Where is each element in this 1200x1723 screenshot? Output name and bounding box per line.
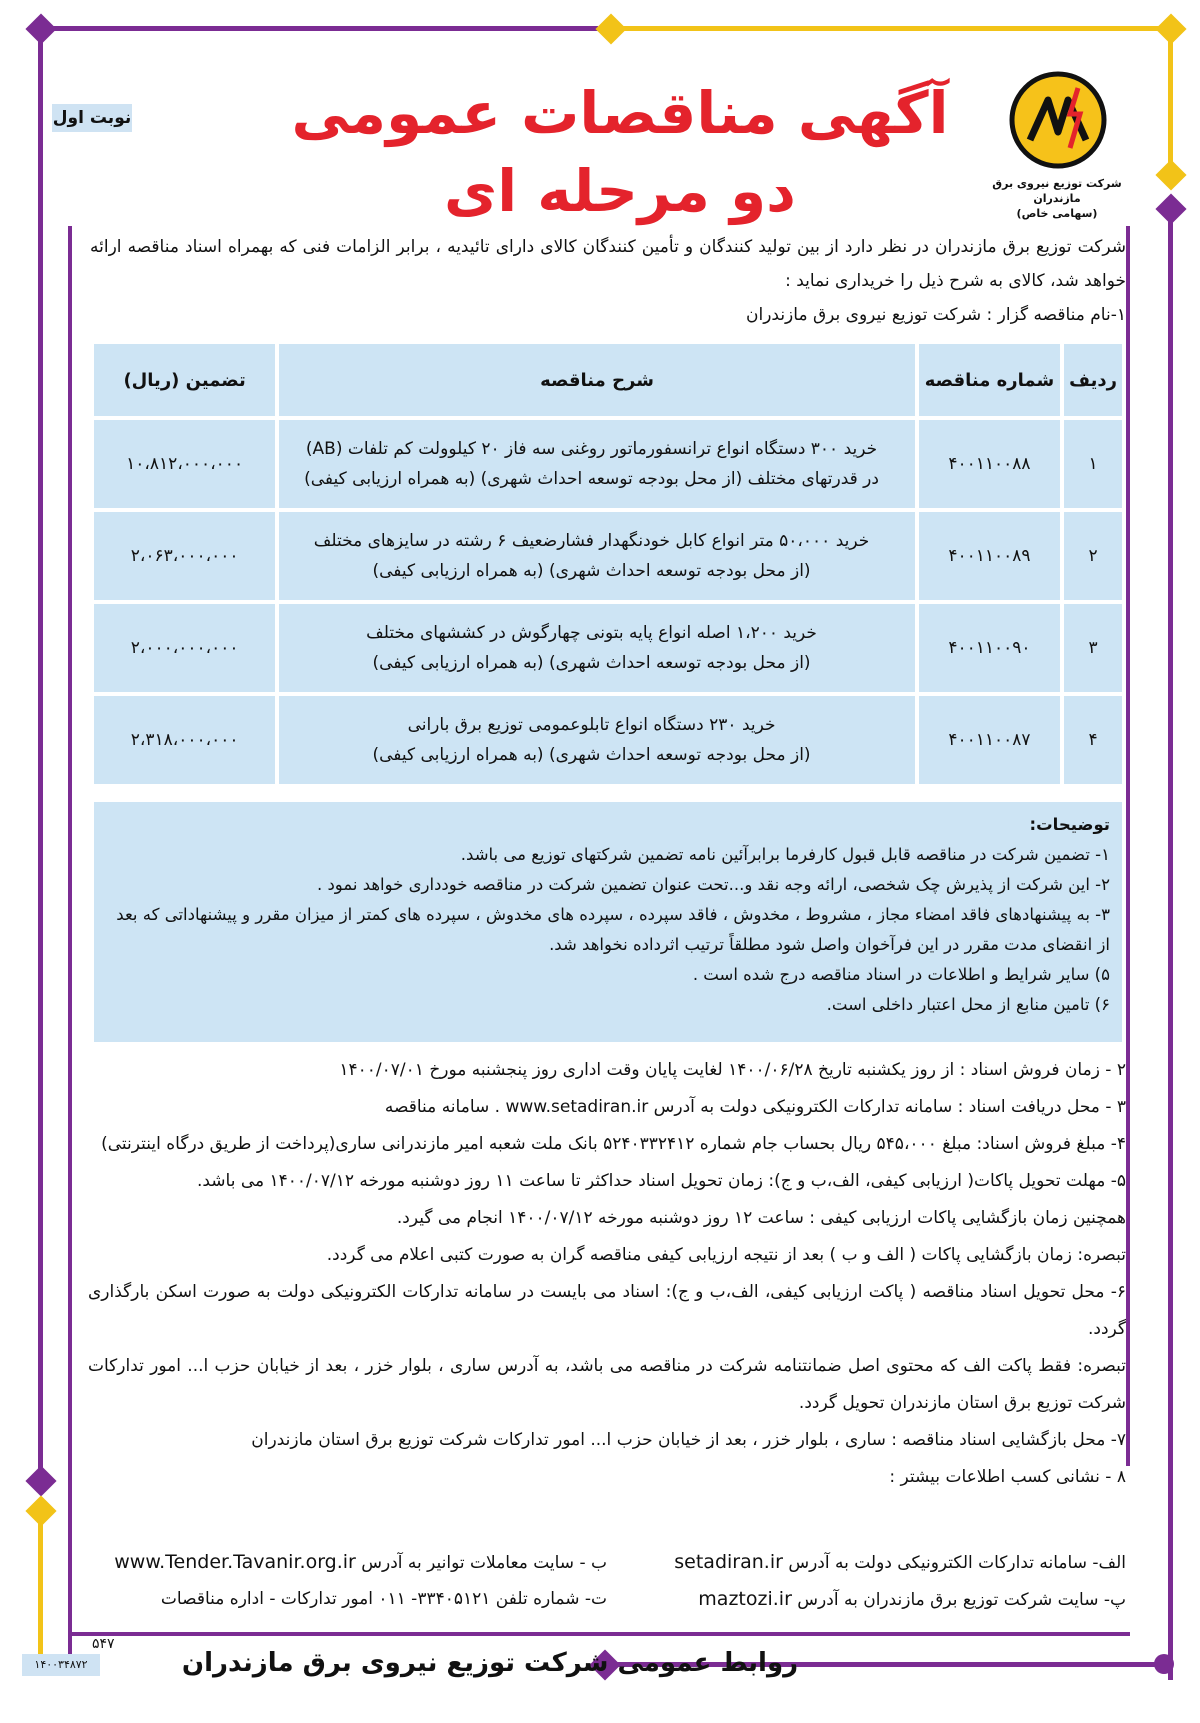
note-item: ۱- تضمین شرکت در مناقصه قابل قبول کارفرما برابرآئین نامه تضمین شرکتهای توزیع می باشد. [460,845,1110,864]
cell-guarantee: ۲،۰۶۳،۰۰۰،۰۰۰ [94,512,275,600]
detail-item: ۸ - نشانی کسب اطلاعات بیشتر : [889,1467,1126,1487]
company-name [982,176,1132,221]
cell-guarantee: ۱۰،۸۱۲،۰۰۰،۰۰۰ [94,420,275,508]
contact-phone: ت- شماره تلفن ۳۳۴۰۵۱۲۱- ۰۱۱ امور تدارکات - اداره مناقصات [160,1589,607,1609]
address-label: پ- سایت شرکت توزیع برق مازندران به آدرس [797,1590,1126,1610]
frame-diamond-yellow [595,13,626,44]
cell-guarantee: ۲،۳۱۸،۰۰۰،۰۰۰ [94,696,275,784]
tender-details [88,1052,1126,1496]
notes-box [94,802,1122,1042]
cell-tender-number: ۴۰۰۱۱۰۰۸۸ [919,420,1060,508]
description-line: خرید ۳۰۰ دستگاه انواع ترانسفورماتور روغنی سه فاز ۲۰ کیلوولت کم تلفات (AB) [305,439,878,459]
frame-diamond-yellow [25,1495,56,1526]
description-line: در قدرتهای مختلف (از محل بودجه توسعه احداث شهری) (به همراه ارزیابی کیفی) [304,469,879,489]
inner-frame-bottom [68,1632,1130,1636]
frame-corner-diamond [25,13,56,44]
frame-left-purple [38,26,43,1478]
cell-row-number: ۲ [1064,512,1122,600]
maztozi-link[interactable]: maztozi.ir [698,1588,792,1610]
company-name-line-2: (سهامی خاص) [1016,207,1098,220]
description-line: خرید ۵۰،۰۰۰ متر انواع کابل خودنگهدار فشارضعیف ۶ رشته در سایزهای مختلف [313,531,870,551]
description-line: (از محل بودجه توسعه احداث شهری) (به همراه ارزیابی کیفی) [372,561,811,581]
frame-right-purple [1168,210,1173,1680]
detail-item: ۷- محل بازگشایی اسناد مناقصه : ساری ، بلوار خزر ، بعد از خیابان حزب ا... امور تدارکات شرکت توزیع برق استان مازندران [251,1430,1126,1450]
notes-title: توضیحات: [1029,815,1110,834]
intro [90,230,1126,332]
table-row [94,604,1122,692]
header-description: شرح مناقصه [279,344,915,416]
address-setadiran [607,1544,1126,1581]
detail-item: ۳ - محل دریافت اسناد : سامانه تدارکات الکترونیکی دولت به آدرس www.setadiran.ir . سامانه مناقصه [384,1097,1126,1117]
frame-top-yellow [620,26,1172,31]
cell-description [279,512,915,600]
headline-line-2: دو مرحله ای [444,157,796,225]
cell-description [279,420,915,508]
note-item: ۲- این شرکت از پذیرش چک شخصی، ارائه وجه نقد و...تحت عنوان تضمین شرکت در مناقصه خودداری خواهد نمود . [316,875,1110,894]
table-row [94,512,1122,600]
address-maztozi [607,1581,1126,1618]
detail-item: همچنین زمان بازگشایی پاکات ارزیابی کیفی : ساعت ۱۲ روز دوشنبه مورخه ۱۴۰۰/۰۷/۱۲ انجام می گیرد. [396,1208,1126,1228]
note-item: ۳- به پیشنهادهای فاقد امضاء مجاز ، مشروط ، مخدوش ، فاقد سپرده ، سپرده های مخدوش ، سپرده های کمتر از میزان مقرر و پیشنهاداتی که بعد از انقضای مدت مقرر در این فرآخوان واصل شود مطلقاً ترتیب اثرداده نخواهد شد. [116,905,1110,954]
description-line: خرید ۱،۲۰۰ اصله انواع پایه بتونی چهارگوش در کششهای مختلف [366,623,817,643]
headline-line-1: آگهی مناقصات عمومی [291,79,949,147]
header-row-number: ردیف [1064,344,1122,416]
footer-public-relations: روابط عمومی شرکت توزیع نیروی برق مازندران [181,1648,799,1678]
table-row [94,420,1122,508]
page-number: ۵۴۷ [92,1636,115,1652]
address-row [88,1581,1126,1618]
table-row [94,696,1122,784]
cell-row-number: ۳ [1064,604,1122,692]
frame-diamond-purple [25,1465,56,1496]
address-tavanir [88,1544,607,1581]
contact-addresses [88,1544,1126,1618]
address-row [88,1544,1126,1581]
frame-dot-purple [1154,1654,1174,1674]
cell-guarantee: ۲،۰۰۰،۰۰۰،۰۰۰ [94,604,275,692]
table-header-row [94,344,1122,416]
detail-item: تبصره: زمان بازگشایی پاکات ( الف و ب ) بعد از نتیجه ارزیابی کیفی مناقصه گران به صورت کتبی اعلام می گردد. [326,1245,1126,1265]
ad-code: ۱۴۰۰۳۴۸۷۲ [22,1654,100,1676]
description-line: (از محل بودجه توسعه احداث شهری) (به همراه ارزیابی کیفی) [372,653,811,673]
frame-top-purple [38,26,598,31]
note-item: ۵) سایر شرایط و اطلاعات در اسناد مناقصه درج شده است . [692,965,1110,984]
tender-table [90,340,1126,788]
setadiran-link[interactable]: setadiran.ir [674,1551,783,1573]
detail-item: ۴- مبلغ فروش اسناد: مبلغ ۵۴۵،۰۰۰ ریال بحساب جام شماره ۵۲۴۰۳۳۲۴۱۲ بانک ملت شعبه امیر مازندرانی ساری(پرداخت از طریق درگاه اینترنتی) [101,1134,1126,1154]
detail-item: تبصره: فقط پاکت الف که محتوی اصل ضمانتنامه شرکت در مناقصه می باشد، به آدرس ساری ، بلوار خزر ، بعد از خیابان حزب ا... امور تدارکات شرکت توزیع برق استان مازندران تحویل گردد. [88,1356,1126,1413]
publication-badge: نوبت اول [52,104,132,132]
header-tender-number: شماره مناقصه [919,344,1060,416]
frame-diamond-yellow [1155,159,1186,190]
frame-corner-diamond [1155,13,1186,44]
inner-frame-right [1126,226,1130,1466]
description-line: خرید ۲۳۰ دستگاه انواع تابلوعمومی توزیع برق بارانی [407,715,776,735]
detail-item: ۵- مهلت تحویل پاکات( ارزیابی کیفی، الف،ب و ج): زمان تحویل اسناد حداکثر تا ساعت ۱۱ روز دوشنبه مورخه ۱۴۰۰/۰۷/۱۲ می باشد. [196,1171,1126,1191]
cell-row-number: ۴ [1064,696,1122,784]
cell-tender-number: ۴۰۰۱۱۰۰۹۰ [919,604,1060,692]
tavanir-tender-link[interactable]: www.Tender.Tavanir.org.ir [114,1551,356,1573]
cell-row-number: ۱ [1064,420,1122,508]
cell-description [279,604,915,692]
tender-organizer: ۱-نام مناقصه گزار : شرکت توزیع نیروی برق مازندران [745,305,1126,325]
headline [270,74,970,230]
address-label: ب - سایت معاملات توانیر به آدرس [361,1553,607,1573]
header-guarantee: تضمین (ریال) [94,344,275,416]
detail-item: ۲ - زمان فروش اسناد : از روز یکشنبه تاریخ ۱۴۰۰/۰۶/۲۸ لغایت پایان وقت اداری روز پنجشنبه مورخ ۱۴۰۰/۰۷/۰۱ [339,1060,1126,1080]
company-name-line-1: شرکت توزیع نیروی برق مازندران [992,177,1122,205]
frame-right-yellow [1168,26,1173,174]
description-line: (از محل بودجه توسعه احداث شهری) (به همراه ارزیابی کیفی) [372,745,811,765]
cell-tender-number: ۴۰۰۱۱۰۰۸۷ [919,696,1060,784]
detail-item: ۶- محل تحویل اسناد مناقصه ( پاکت ارزیابی کیفی، الف،ب و ج): اسناد می بایست در سامانه تدارکات الکترونیکی دولت به صورت اسکن بارگذاری گردد. [88,1282,1126,1339]
inner-frame-left [68,226,72,1662]
cell-tender-number: ۴۰۰۱۱۰۰۸۹ [919,512,1060,600]
frame-diamond-purple [1155,193,1186,224]
cell-description [279,696,915,784]
intro-paragraph: شرکت توزیع برق مازندران در نظر دارد از بین تولید کنندگان و تأمین کنندگان کالای دارای تائیدیه ، برابر الزامات فنی که بهمراه اسناد مناقصه ارائه خواهد شد، کالای به شرح ذیل را خریداری نماید : [90,237,1126,291]
tavanir-logo-icon [1008,70,1108,170]
address-label: الف- سامانه تدارکات الکترونیکی دولت به آدرس [788,1553,1126,1573]
note-item: ۶) تامین منابع از محل اعتبار داخلی است. [826,995,1110,1014]
